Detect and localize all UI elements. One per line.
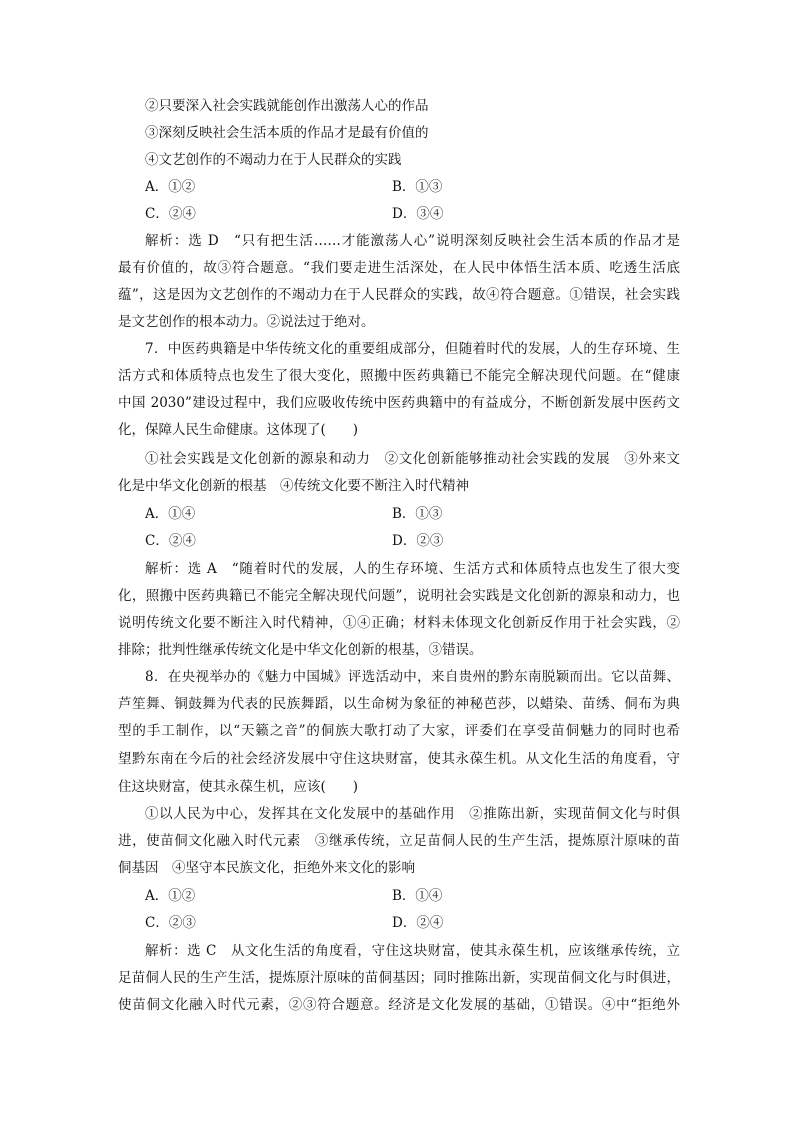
q6-analysis-line: 是文艺创作的根本动力。②说法过于绝对。 [118, 314, 375, 330]
q7-items-line: 化是中华文化创新的根基 ④传统文化要不断注入时代精神 [118, 478, 469, 494]
q7-analysis-line: 解析：选 A “随着时代的发展，人的生存环境、生活方式和体质特点也发生了很大变 [145, 561, 680, 577]
q8-option-b: B．①④ [392, 888, 443, 904]
q8-items-line: ①以人民为中心，发挥其在文化发展中的基础作用 ②推陈出新，实现苗侗文化与时俱 [145, 806, 680, 822]
q6-item-4: ④文艺创作的不竭动力在于人民群众的实践 [145, 152, 402, 168]
q7-stem-line: 化，保障人民生命健康。这体现了( ) [118, 422, 359, 438]
q8-stem-line: 望黔东南在今后的社会经济发展中守住这块财富，使其永葆生机。从文化生活的角度看，守 [118, 751, 680, 767]
q7-option-a: A．①④ [145, 506, 196, 522]
q7-option-c: C．②④ [145, 533, 196, 549]
q8-analysis-line: 足苗侗人民的生产生活，提炼原汁原味的苗侗基因；同时推陈出新，实现苗侗文化与时俱进， [118, 970, 680, 986]
q6-analysis-line: 解析：选 D “只有把生活……才能激荡人心”说明深刻反映社会生活本质的作品才是 [145, 233, 680, 249]
q7-stem-line: 7．中医药典籍是中华传统文化的重要组成部分，但随着时代的发展，人的生存环境、生 [145, 341, 680, 357]
q8-items-line: 侗基因 ④坚守本民族文化，拒绝外来文化的影响 [118, 860, 415, 876]
q8-stem-line: 芦笙舞、铜鼓舞为代表的民族舞蹈，以生命树为象征的神秘芭莎，以蜡染、苗绣、侗布为典 [118, 696, 680, 712]
q8-option-c: C．②③ [145, 915, 196, 931]
q7-analysis-line: 排除；批判性继承传统文化是中华文化创新的根基，③错误。 [118, 642, 483, 658]
q6-option-a: A．①② [145, 179, 196, 195]
q6-option-b: B．①③ [392, 179, 443, 195]
q6-analysis-line: 最有价值的，故③符合题意。“我们要走进生活深处，在人民中体悟生活本质、吃透生活底 [118, 260, 680, 276]
q7-analysis-line: 说明传统文化要不断注入时代精神，①④正确；材料未体现文化创新反作用于社会实践，② [118, 615, 680, 631]
q7-stem-line: 中国 2030”建设过程中，我们应吸收传统中医药典籍中的有益成分，不断创新发展中医药文 [118, 395, 680, 411]
q8-stem-line: 8．在央视举办的《魅力中国城》评选活动中，来自贵州的黔东南脱颖而出。它以苗舞、 [145, 669, 680, 685]
q6-item-2: ②只要深入社会实践就能创作出激荡人心的作品 [145, 98, 429, 114]
q8-stem-line: 型的手工制作，以“天籁之音”的侗族大歌打动了大家，评委们在享受苗侗魅力的同时也希 [118, 723, 680, 739]
q7-option-b: B．①③ [392, 506, 443, 522]
q8-analysis-line: 解析：选 C 从文化生活的角度看，守住这块财富，使其永葆生机，应该继承传统，立 [145, 943, 680, 959]
q6-analysis-line: 蕴”，这是因为文艺创作的不竭动力在于人民群众的实践，故④符合题意。①错误，社会实践 [118, 287, 680, 303]
q8-analysis-line: 使苗侗文化融入时代元素，②③符合题意。经济是文化发展的基础，①错误。④中“拒绝外 [118, 997, 680, 1013]
q8-stem-line: 住这块财富，使其永葆生机，应该( ) [118, 779, 359, 795]
q7-items-line: ①社会实践是文化创新的源泉和动力 ②文化创新能够推动社会实践的发展 ③外来文 [145, 451, 680, 467]
q6-item-3: ③深刻反映社会生活本质的作品才是最有价值的 [145, 125, 429, 141]
q8-option-d: D．②④ [392, 915, 444, 931]
q7-stem-line: 活方式和体质特点也发生了很大变化，照搬中医药典籍已不能完全解决现代问题。在“健康 [118, 368, 680, 384]
q8-items-line: 进，使苗侗文化融入时代元素 ③继承传统，立足苗侗人民的生产生活，提炼原汁原味的苗 [118, 833, 680, 849]
q6-option-d: D．③④ [392, 206, 444, 222]
q6-option-c: C．②④ [145, 206, 196, 222]
q8-option-a: A．①② [145, 888, 196, 904]
q7-option-d: D．②③ [392, 533, 444, 549]
q7-analysis-line: 化，照搬中医药典籍已不能完全解决现代问题”，说明社会实践是文化创新的源泉和动力，也 [118, 588, 680, 604]
